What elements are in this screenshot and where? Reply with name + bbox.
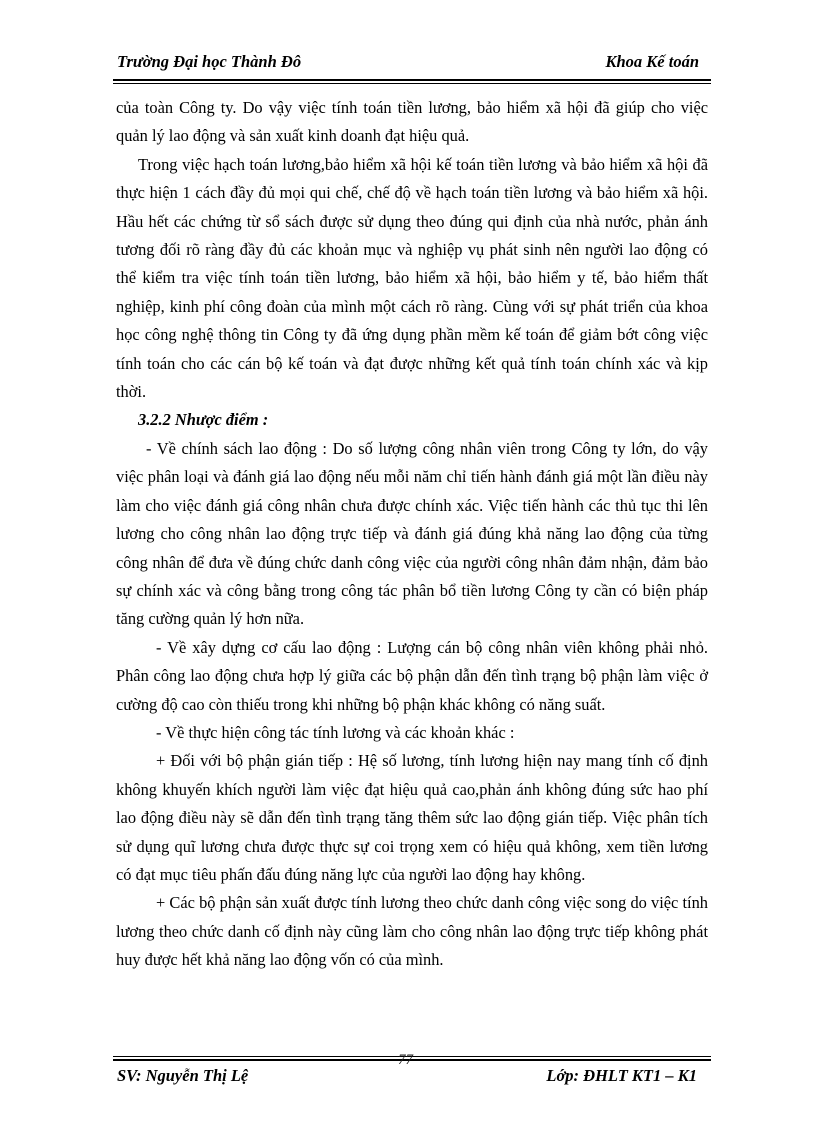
header-rule [113, 79, 711, 84]
paragraph-3: - Về chính sách lao động : Do số lượng công nhân viên trong Công ty lớn, do vậy việc phân loại và đánh giá lao động nếu mỗi năm chỉ tiến hành đánh giá một lần điều này làm cho việc đánh giá công nhân chưa được chính xác. Việc tiến hành các thủ tục thi lên lương cho công nhân lao động trực tiếp và đánh giá đúng khả năng lao động của từng công nhân để đưa về đúng chức danh công việc của người công nhân đảm nhận, đảm bảo sự chính xác và công bằng trong công tác phân bổ tiền lương Công ty cần có biện pháp tăng cường quản lý hơn nữa. [116, 438, 708, 629]
school-name: Trường Đại học Thành Đô [117, 52, 302, 71]
page-number: 77 [398, 1052, 413, 1068]
document-body [116, 94, 708, 975]
section-heading: 3.2.2 Nhược điểm : [138, 410, 269, 430]
paragraph-6: + Đối với bộ phận gián tiếp : Hệ số lương, tính lương hiện nay mang tính cố định không khuyến khích người làm việc đạt hiệu quả cao,phản ánh không đúng sức hao phí lao động điều này sẽ dẫn đến tình trạng tăng thêm sức lao động gián tiếp. Việc phân tích sử dụng quĩ lương chưa được thực sự coi trọng xem có hiệu quả không, xem tiền lương có đạt mục tiêu phấn đấu đúng năng lực của người lao động hay không. [116, 751, 708, 884]
paragraph-5: - Về thực hiện công tác tính lương và các khoản khác : [156, 722, 515, 742]
page-header [113, 50, 711, 78]
paragraph-7: + Các bộ phận sản xuất được tính lương theo chức danh công việc song do việc tính lương theo chức danh cố định này cũng làm cho công nhân lao động trực tiếp không phát huy được hết khả năng lao động vốn có của mình. [116, 893, 708, 970]
page-footer [113, 1064, 711, 1092]
student-name: SV: Nguyễn Thị Lệ [117, 1066, 249, 1085]
paragraph-2: Trong việc hạch toán lương,bảo hiểm xã hội kế toán tiền lương và bảo hiểm xã hội đã thực hiện 1 cách đầy đủ mọi qui chế, chế độ về hạch toán tiền lương và bảo hiểm xã hội. Hầu hết các chứng từ sổ sách được sử dụng theo đúng qui định của nhà nước, phản ánh tương đối rõ ràng đầy đủ các khoản mục và nghiệp vụ phát sinh nên người lao động có thể kiểm tra việc tính toán tiền lương, bảo hiểm xã hội, bảo hiểm y tế, bảo hiểm thất nghiệp, kinh phí công đoàn của mình một cách rõ ràng. Cùng với sự phát triển của khoa học công nghệ thông tin Công ty đã ứng dụng phần mềm kế toán để giảm bớt công việc tính toán cho các cán bộ kế toán và đạt được những kết quả tính toán chính xác và kịp thời. [116, 154, 708, 402]
paragraph-4: - Về xây dựng cơ cấu lao động : Lượng cán bộ công nhân viên không phải nhỏ. Phân công lao động chưa hợp lý giữa các bộ phận dẫn đến tình trạng bộ phận làm việc ở cường độ cao còn thiếu trong khi những bộ phận khác không có năng suất. [116, 637, 708, 714]
class-name: Lớp: ĐHLT KT1 – K1 [546, 1066, 697, 1085]
paragraph-1: của toàn Công ty. Do vậy việc tính toán tiền lương, bảo hiểm xã hội đã giúp cho việc quản lý lao động và sản xuất kinh doanh đạt hiệu quả. [116, 98, 708, 146]
faculty-name: Khoa Kế toán [605, 52, 699, 71]
